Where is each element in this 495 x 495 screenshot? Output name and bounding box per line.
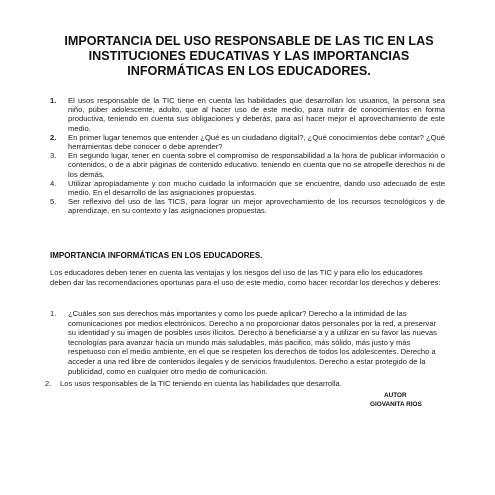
responsible-use-list	[40, 96, 445, 216]
document-title: IMPORTANCIA DEL USO RESPONSABLE DE LAS TIC EN LAS INSTITUCIONES EDUCATIVAS Y LAS IMPORTANCIAS INFORMÁTICAS EN LOS EDUCADORES.	[64, 34, 434, 78]
list-item-number: 2.	[50, 132, 57, 142]
list-item-text: Los usos responsables de la TIC teniendo en cuenta las habilidades que desarrolla.	[60, 379, 342, 389]
list-item	[40, 133, 445, 151]
list-item	[40, 379, 445, 389]
list-item-text: ¿Cuáles son sus derechos más importantes y como los puede aplicar? Derecho a la intimidad de las comunicaciones por medios electrónicos. Derecho a no proporcionar datos personales por la red, a preservar su identidad y su imagen de posibles usos ilícitos. Derecho a beneficiarse a y a utilizar en su favor las nuevas tecnologías para avanzar hacia un mundo más saludables, más pacifico, más sólido, más justo y más respetuoso con el medio ambiente, en el que se respeten los derechos de todos los adolescentes. Derecho a acceder a una red libre de contenidos ilegales y de servicios fraudulentos. Derecho a estar protegido de la publicidad, como en cualquier otro medio de comunicación.	[68, 309, 437, 376]
list-item-number: 3.	[50, 151, 57, 161]
list-item-number: 1.	[50, 309, 57, 318]
list-item	[40, 179, 445, 197]
list-item-number: 2.	[45, 379, 52, 389]
author-label: AUTOR	[384, 392, 407, 399]
list-item-text: En segundo lugar, tener en cuenta sobre el compromiso de responsabilidad a la hora de publicar información o contenidos, o de a abrir páginas de contenido educativo. teniendo en cuenta que no se atropelle derechos ni de los demás.	[68, 151, 445, 179]
list-item	[40, 151, 445, 179]
list-item-text: El usos responsable de la TIC tiene en cuenta las habilidades que desarrollan los usuarios, la persona sea niño, púber adolescente, adulto, que al hacer uso de este medio, para nutrir de conocimientos en forma productiva, teniendo en cuenta sus obligaciones y deberás, para así hacer mejor el aprovechamiento de este medio.	[68, 96, 445, 133]
list-item	[40, 309, 445, 376]
rights-list	[40, 309, 445, 389]
list-item-number: 4.	[50, 178, 57, 188]
list-item-number: 5.	[50, 197, 57, 207]
author-name: GIOVANITA RIOS	[370, 401, 422, 408]
list-item-number: 1.	[50, 96, 57, 105]
list-item-text: En primer lugar tenemos que entender ¿Qué es un ciudadano digital?, ¿Qué conocimientos debe contar? ¿Qué herramientas debe conocer o debe aprender?	[68, 132, 445, 152]
list-item	[40, 197, 445, 215]
section-heading: IMPORTANCIA INFORMÁTICAS EN LOS EDUCADORES.	[50, 251, 263, 260]
list-item-text: Utilizar apropiadamente y con mucho cuidado la información que se encuentre, dando uso adecuado de este medio. En el desarrollo de las asignaciones propuestas.	[68, 178, 445, 198]
list-item	[40, 96, 445, 133]
list-item-text: Ser reflexivo del uso de las TICS, para lograr un mejor aprovechamiento de los recursos tecnológicos y de aprendizaje, en su contexto y las asignaciones propuestas.	[68, 197, 445, 216]
intro-paragraph: Los educadores deben tener en cuenta las ventajas y los riesgos del uso de las TIC y para ello los educadores deben dar las recomendaciones oportunas para el uso de este medio, como hacer recordar los derechos y deberes:	[50, 268, 441, 287]
author-block	[370, 391, 450, 409]
